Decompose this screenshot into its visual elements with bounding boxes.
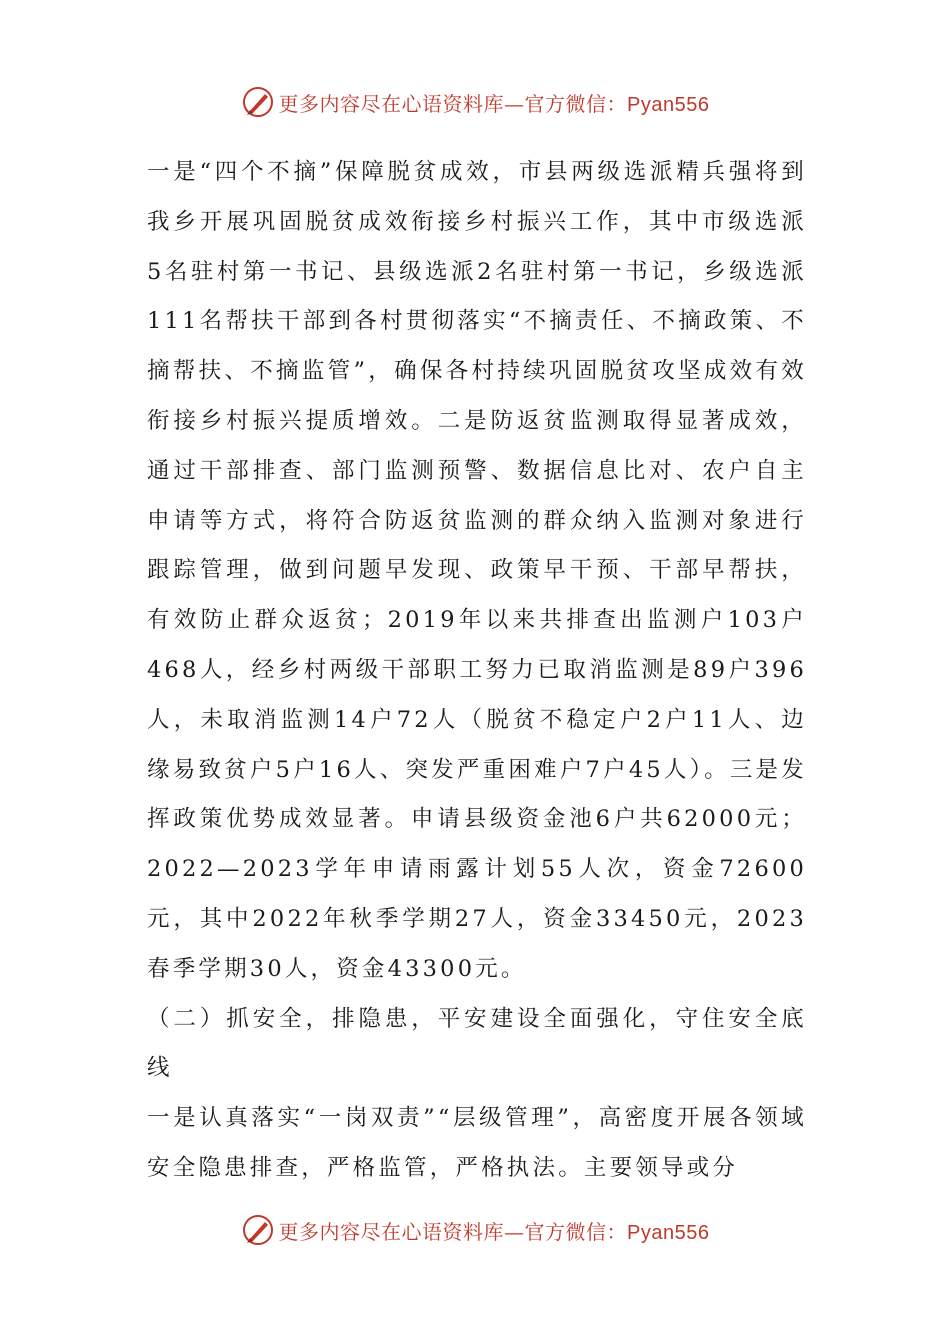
footer-banner-label: 更多内容尽在心语资料库—官方微信：	[278, 1219, 628, 1244]
header-banner-text	[279, 88, 710, 117]
paragraph-1: 一是“四个不摘”保障脱贫成效，市县两级选派精兵强将到我乡开展巩固脱贫成效衔接乡村振兴工作，其中市级选派5名驻村第一书记、县级选派2名驻村第一书记，乡级选派111名帮扶干部到各村贯彻落实“不摘责任、不摘政策、不摘帮扶、不摘监管”，确保各村持续巩固脱贫攻坚成效有效衔接乡村振兴提质增效。二是防返贫监测取得显著成效，通过干部排查、部门监测预警、数据信息比对、农户自主申请等方式，将符合防返贫监测的群众纳入监测对象进行跟踪管理，做到问题早发现、政策早干预、干部早帮扶，有效防止群众返贫；2019年以来共排查出监测户103户468人，经乡村两级干部职工努力已取消监测是89户396人，未取消监测14户72人（脱贫不稳定户2户11人、边缘易致贫户5户16人、突发严重困难户7户45人）。三是发挥政策优势成效显著。申请县级资金池6户共62000元；2022—2023学年申请雨露计划55人次，资金72600元，其中2022年秋季学期27人，资金33450元，2023春季学期30人，资金43300元。	[147, 159, 807, 982]
header-banner-label: 更多内容尽在心语资料库—官方微信：	[278, 91, 628, 116]
footer-wechat-account: Pyan556	[627, 1221, 710, 1244]
footer-banner	[0, 1210, 950, 1250]
header-wechat-account: Pyan556	[627, 93, 710, 116]
paragraph-2: 一是认真落实“一岗双责”“层级管理”，高密度开展各领域安全隐患排查，严格监管，严格执法。主要领导或分	[147, 1105, 807, 1181]
pen-logo-icon	[241, 1213, 275, 1247]
document-body	[147, 148, 807, 1194]
header-banner	[0, 82, 950, 122]
section-heading-2: （二）抓安全，排隐患，平安建设全面强化，守住安全底线	[147, 1005, 807, 1082]
pen-logo-icon	[241, 85, 275, 119]
footer-banner-text	[279, 1216, 710, 1245]
